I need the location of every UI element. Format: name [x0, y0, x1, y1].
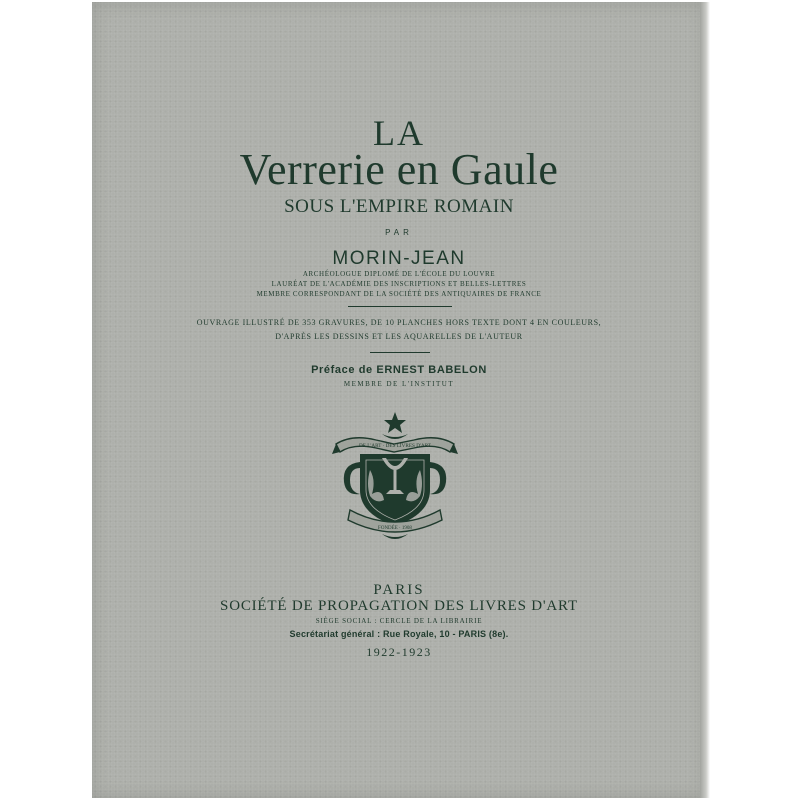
star-icon: [384, 412, 406, 433]
crescent-icon: [382, 434, 408, 439]
ribbon-text: FONDÉE · 1908: [378, 526, 412, 531]
illustration-note-line: OUVRAGE ILLUSTRÉ DE 353 GRAVURES, DE 10 PLANCHES HORS TEXTE DONT 4 EN COULEURS,: [196, 318, 602, 327]
author-credential: ARCHÉOLOGUE DIPLOMÉ DE L'ÉCOLE DU LOUVRE: [302, 270, 496, 278]
author-credential: MEMBRE CORRESPONDANT DE LA SOCIÉTÉ DES ANTIQUAIRES DE FRANCE: [256, 290, 542, 298]
title-article: LA: [373, 113, 425, 153]
publication-place: PARIS: [373, 582, 425, 598]
divider-rule: [348, 306, 452, 307]
scroll-left: [344, 462, 360, 494]
scroll-right: [430, 462, 446, 494]
illustration-note-line: D'APRÈS LES DESSINS ET LES AQUARELLES DE L'AUTEUR: [275, 332, 523, 341]
book-title: Verrerie en Gaule: [239, 145, 559, 194]
publisher-address: SIÈGE SOCIAL : CERCLE DE LA LIBRAIRIE: [315, 617, 483, 625]
divider-rule: [370, 352, 430, 353]
publisher-emblem: [332, 410, 458, 546]
banner-text: DE L'ART · DES LIVRES D'ART: [359, 443, 431, 449]
author-name: MORIN-JEAN: [332, 248, 466, 269]
book-subtitle: SOUS L'EMPIRE ROMAIN: [284, 196, 514, 217]
preface-prefix: Préface de: [311, 364, 373, 376]
publication-years: 1922-1923: [366, 645, 432, 659]
by-label: PAR: [385, 228, 413, 237]
preface-line: [92, 364, 706, 376]
preface-author-title: MEMBRE DE L'INSTITUT: [343, 380, 455, 388]
publisher-secretariat: Secrétariat général : Rue Royale, 10 - PARIS (8e).: [289, 629, 509, 639]
author-credential: LAURÉAT DE L'ACADÉMIE DES INSCRIPTIONS ET BELLES-LETTRES: [271, 280, 527, 288]
publisher-name: SOCIÉTÉ DE PROPAGATION DES LIVRES D'ART: [220, 598, 578, 614]
preface-author: ERNEST BABELON: [376, 364, 487, 376]
